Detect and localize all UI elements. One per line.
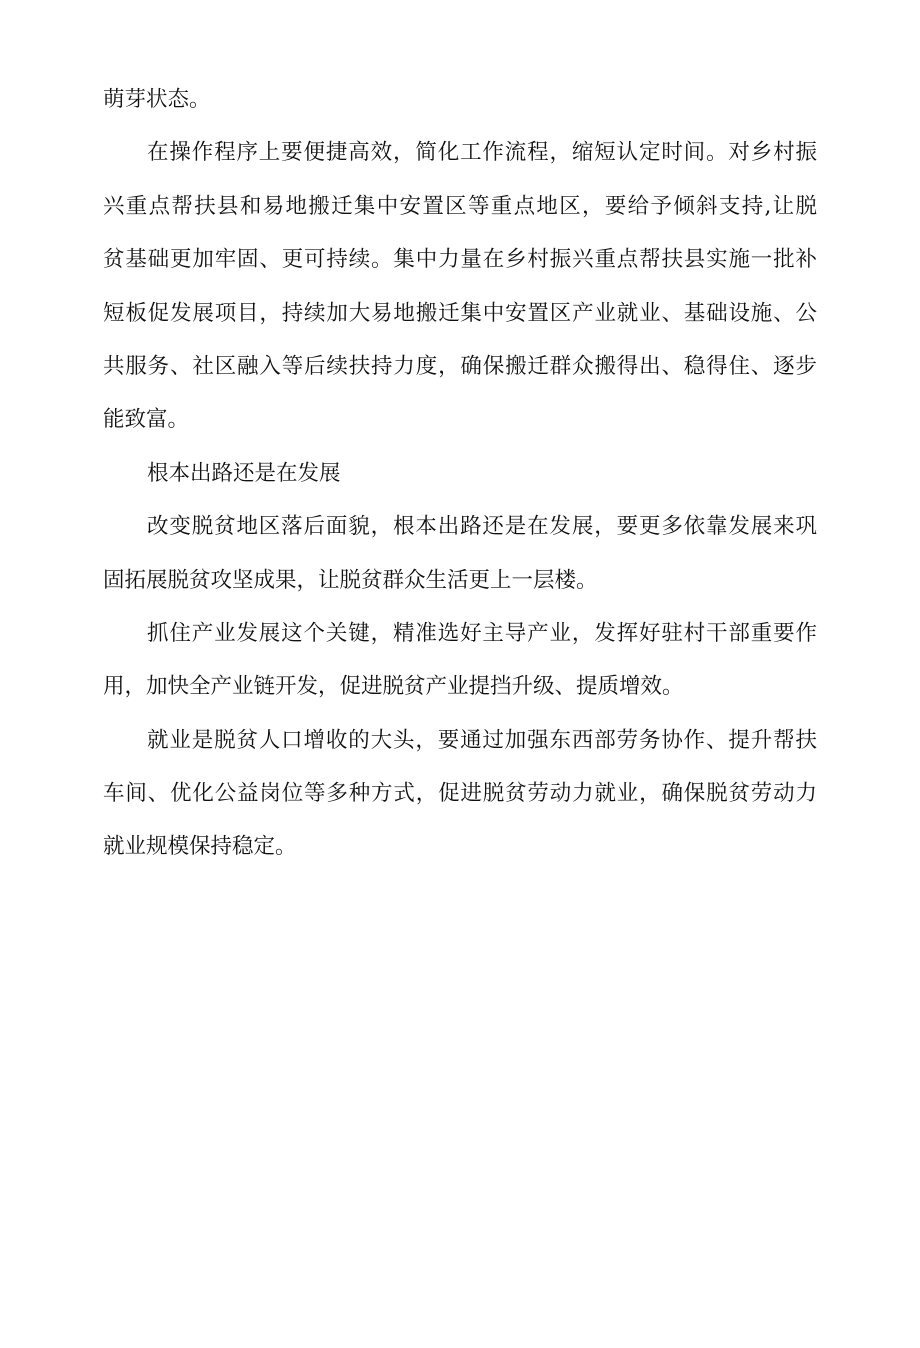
text-line: 用，加快全产业链开发，促进脱贫产业提挡升级、提质增效。 [103, 674, 684, 700]
text-line: 短板促发展项目，持续加大易地搬迁集中安置区产业就业、基础设施、公 [103, 300, 817, 326]
text-line: 根本出路还是在发展 [147, 460, 341, 486]
text-line: 共服务、社区融入等后续扶持力度，确保搬迁群众搬得出、稳得住、逐步 [103, 353, 817, 379]
paragraph [103, 126, 817, 446]
section-heading [103, 447, 817, 500]
text-line: 抓住产业发展这个关键，精准选好主导产业，发挥好驻村干部重要作 [147, 620, 817, 646]
paragraph [103, 500, 817, 607]
text-line: 兴重点帮扶县和易地搬迁集中安置区等重点地区，要给予倾斜支持,让脱 [103, 193, 817, 219]
text-line: 贫基础更加牢固、更可持续。集中力量在乡村振兴重点帮扶县实施一批补 [103, 247, 817, 273]
text-line: 固拓展脱贫攻坚成果，让脱贫群众生活更上一层楼。 [103, 567, 598, 593]
text-line: 就业规模保持稳定。 [103, 834, 297, 860]
document-body [103, 73, 817, 874]
paragraph [103, 73, 817, 126]
text-line: 在操作程序上要便捷高效，简化工作流程，缩短认定时间。对乡村振 [147, 140, 817, 166]
text-line: 改变脱贫地区落后面貌，根本出路还是在发展，要更多依靠发展来巩 [147, 514, 817, 540]
text-line: 萌芽状态。 [103, 87, 211, 112]
paragraph [103, 714, 817, 874]
text-line: 就业是脱贫人口增收的大头，要通过加强东西部劳务协作、提升帮扶 [147, 727, 817, 753]
text-line: 车间、优化公益岗位等多种方式，促进脱贫劳动力就业，确保脱贫劳动力 [103, 781, 817, 807]
text-line: 能致富。 [103, 407, 190, 433]
paragraph [103, 607, 817, 714]
